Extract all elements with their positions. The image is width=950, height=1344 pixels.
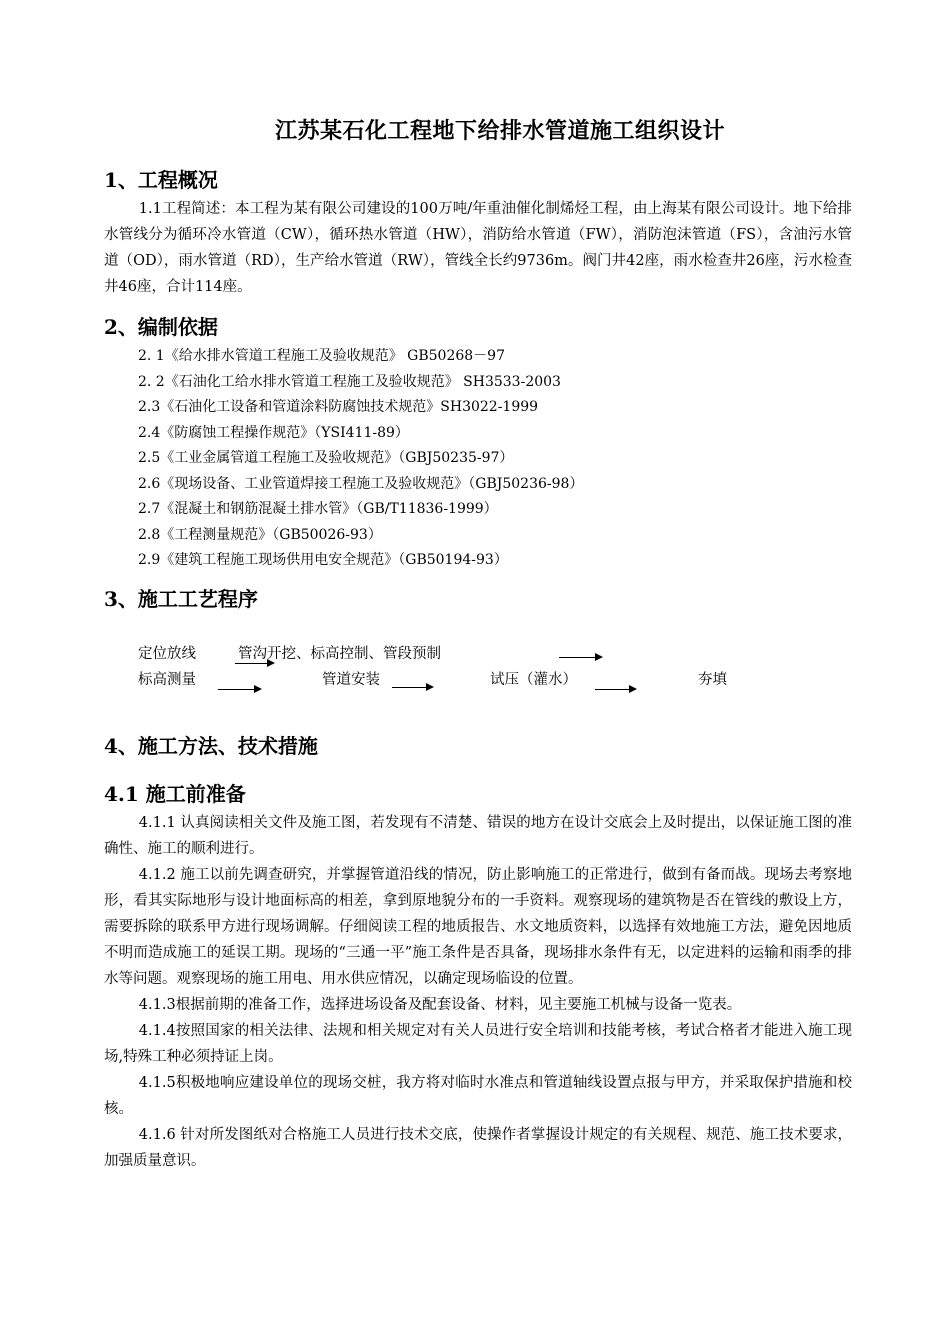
section-2-heading: 2、编制依据 — [104, 315, 218, 339]
reference-item: 2.3《石油化工设备和管道涂料防腐蚀技术规范》SH3022-1999 — [138, 399, 539, 415]
paragraph-4-1-1: 4.1.1 认真阅读相关文件及施工图，若发现有不清楚、错误的地方在设计交底会上及时提出，以保证施工图的准确性、施工的顺利进行。 — [104, 815, 852, 857]
reference-item: 2. 2《石油化工给水排水管道工程施工及验收规范》 SH3533-2003 — [138, 373, 561, 390]
flow-arrow — [392, 687, 432, 688]
reference-item: 2.7《混凝土和钢筋混凝土排水管》（GB/T11836-1999） — [138, 501, 498, 517]
section-3-heading: 3、施工工艺程序 — [104, 587, 258, 611]
section-4-heading: 4、施工方法、技术措施 — [104, 734, 318, 758]
flow-step: 管沟开挖、标高控制、管段预制 — [238, 646, 441, 662]
reference-item: 2.8《工程测量规范》（GB50026-93） — [138, 526, 382, 543]
flow-arrow — [559, 657, 601, 658]
section-4-1-body — [104, 810, 852, 1174]
flow-step: 标高测量 — [138, 672, 196, 688]
reference-item: 2.5《工业金属管道工程施工及验收规范》（GBJ50235-97） — [138, 450, 514, 466]
flow-step: 试压（灌水） — [490, 672, 577, 688]
flow-step: 管道安装 — [322, 672, 380, 688]
section-1-heading: 1、工程概况 — [104, 168, 218, 192]
page-title: 江苏某石化工程地下给排水管道施工组织设计 — [274, 118, 725, 144]
section-4-1-heading: 4.1 施工前准备 — [104, 782, 246, 806]
reference-list — [138, 344, 583, 574]
paragraph-4-1-4: 4.1.4按照国家的相关法律、法规和相关规定对有关人员进行安全培训和技能考核，考试合格者才能进入施工现场,特殊工种必须持证上岗。 — [104, 1023, 852, 1065]
reference-item: 2.4《防腐蚀工程操作规范》（YSI411-89） — [138, 424, 409, 441]
reference-item: 2. 1《给水排水管道工程施工及验收规范》 GB50268－97 — [138, 348, 505, 364]
flow-step: 定位放线 — [138, 646, 196, 662]
flow-step: 夯填 — [698, 672, 727, 688]
reference-item: 2.6《现场设备、工业管道焊接工程施工及验收规范》（GBJ50236-98） — [138, 475, 584, 492]
reference-item: 2.9《建筑工程施工现场供用电安全规范》（GB50194-93） — [138, 552, 508, 568]
paragraph-4-1-2: 4.1.2 施工以前先调查研究，并掌握管道沿线的情况，防止影响施工的正常进行，做到有备而战。现场去考察地形，看其实际地形与设计地面标高的相差，拿到原地貌分布的一手资料。观察现场的建筑物是否在管线的敷设上方，需要拆除的联系甲方进行现场调解。仔细阅读工程的地质报告、水文地质资料，以选择有效地施工方法，避免因地质不明而造成施工的延误工期。现场的“三通一平”施工条件是否具备，现场排水条件有无，以定进料的运输和雨季的排水等问题。观察现场的施工用电、用水供应情况，以确定现场临设的位置。 — [104, 867, 852, 987]
flow-arrow — [218, 689, 260, 690]
paragraph-4-1-3: 4.1.3根据前期的准备工作，选择进场设备及配套设备、材料，见主要施工机械与设备一览表。 — [138, 997, 742, 1013]
flow-arrow — [595, 689, 635, 690]
paragraph-4-1-6: 4.1.6 针对所发图纸对合格施工人员进行技术交底，使操作者掌握设计规定的有关规程、规范、施工技术要求，加强质量意识。 — [104, 1127, 852, 1169]
section-1-body — [104, 196, 852, 300]
paragraph-4-1-5: 4.1.5积极地响应建设单位的现场交桩，我方将对临时水准点和管道轴线设置点报与甲方，并采取保护措施和校核。 — [104, 1075, 852, 1117]
flow-arrow — [235, 663, 273, 664]
section-1-paragraph: 1.1工程简述：本工程为某有限公司建设的100万吨/年重油催化制烯烃工程，由上海某有限公司设计。地下给排水管线分为循环冷水管道（CW），循环热水管道（HW），消防给水管道（FW），消防泡沫管道（FS），含油污水管道（OD），雨水管道（RD），生产给水管道（RW），管线全长约9736m。阀门井42座，雨水检查井26座，污水检查井46座，合计114座。 — [104, 201, 852, 295]
